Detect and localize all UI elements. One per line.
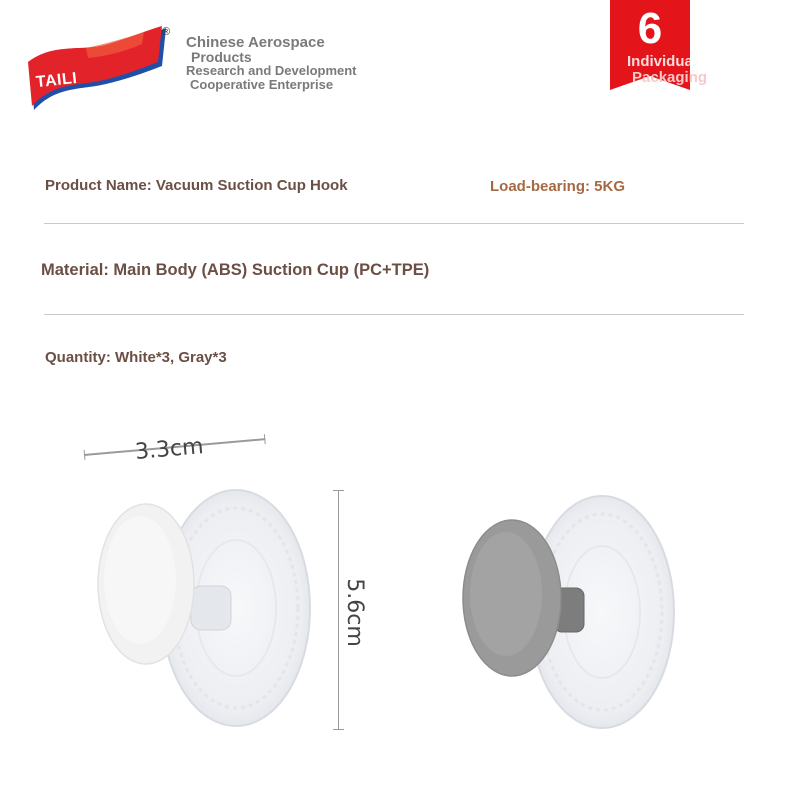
tagline-line-3: Research and Development xyxy=(186,63,357,78)
suction-hook-icon xyxy=(462,494,682,739)
brand-logo xyxy=(26,26,172,116)
gray-hook-image xyxy=(462,494,682,739)
company-tagline xyxy=(186,36,357,92)
logo-text: TAILI xyxy=(35,69,79,92)
height-dimension-line xyxy=(338,490,339,730)
packaging-badge xyxy=(610,0,708,90)
divider xyxy=(44,314,744,315)
badge-number: 6 xyxy=(637,4,663,53)
white-hook-image xyxy=(96,488,316,733)
tagline-line-4: Cooperative Enterprise xyxy=(190,77,334,92)
load-bearing: Load-bearing: 5KG xyxy=(490,178,626,195)
registered-mark: ® xyxy=(162,26,171,38)
width-dimension-label: 3.3cm xyxy=(134,434,205,465)
divider xyxy=(44,223,744,224)
quantity: Quantity: White*3, Gray*3 xyxy=(45,349,227,366)
badge-line-2: Packaging xyxy=(632,69,708,86)
height-dimension-label: 5.6cm xyxy=(341,578,367,647)
flag-logo-icon xyxy=(26,26,172,116)
tagline-line-1: Chinese Aerospace xyxy=(186,34,325,51)
suction-hook-icon xyxy=(96,488,316,733)
material: Material: Main Body (ABS) Suction Cup (PC+TPE) xyxy=(41,261,430,279)
badge-line-1: Individual xyxy=(627,53,698,70)
tagline-line-2: Products xyxy=(191,49,252,65)
product-name: Product Name: Vacuum Suction Cup Hook xyxy=(45,177,348,194)
